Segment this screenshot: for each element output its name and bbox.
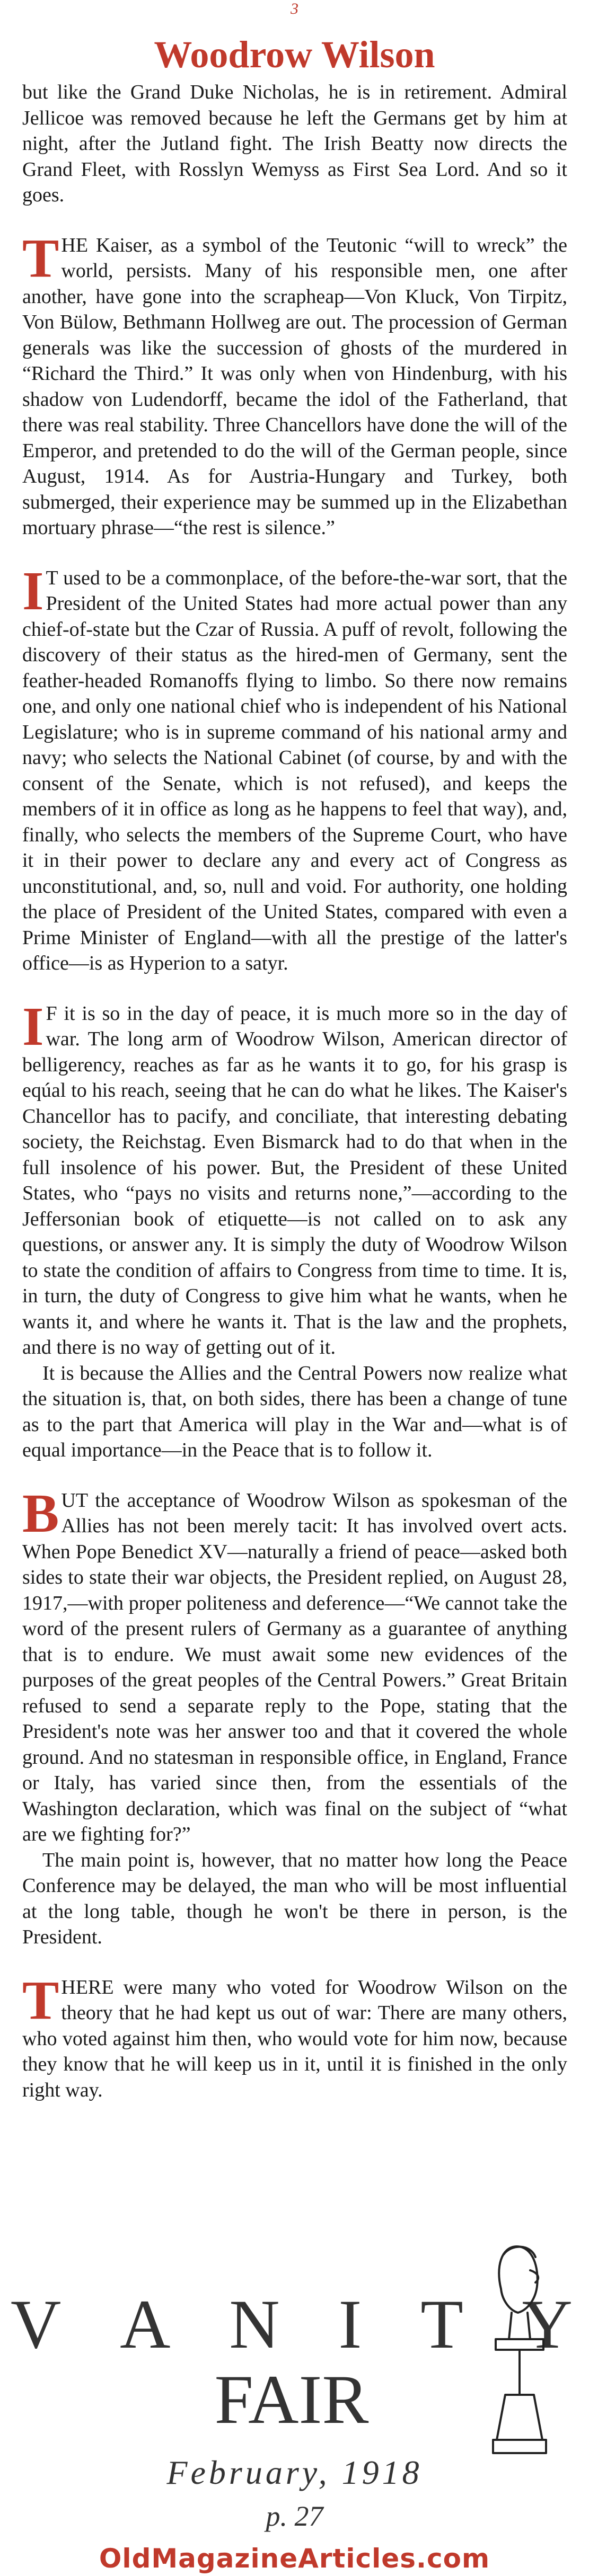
drop-cap: T: [22, 1969, 59, 2031]
paragraph-text: HE Kaiser, as a symbol of the Teutonic “will to wreck” the world, persists. Many of his responsible men, one after another, have gone into the scrapheap—Von Kluck, Von Tirpitz, Von Bülow, Bethmann Hollweg are out. The procession of German generals was like the succession of ghosts of the murdered in “Richard the Third.” It was only when von Hindenburg, with his shadow von Ludendorff, became the idol of the Fatherland, that there was real stability. Three Chancellors have done the will of the Emperor, and pretended to do the will of the German people, since August, 1914. As for Austria-Hungary and Turkey, both submerged, their experience may be summed up in the Elizabethan mortuary phrase—“the rest is silence.”: [22, 234, 567, 539]
masthead-letter: I: [338, 2285, 362, 2363]
masthead-letter: N: [229, 2285, 280, 2363]
issue-date: February, 1918: [166, 2454, 423, 2491]
bust-sketch-icon: [480, 2225, 559, 2458]
paragraph-text: F it is so in the day of peace, it is much more so in the day of war. The long arm of Woodrow Wilson, American director of belligerency, reaches as far as he wants it to go, for his grasp is eqúal to his reach, seeing that he can do what he likes. The Kaiser's Chancellor has to pacify, and conciliate, that interesting debating society, the Reichstag. Even Bismarck had to do that when in the full insolence of his power. But, the President of these United States, who “pays no visits and returns none,”—according to the Jeffersonian book of etiquette—is not called on to ask any questions, or answer any. It is simply the duty of Woodrow Wilson to state the condition of affairs to Congress from time to time. It is, in turn, the duty of Congress to give him what he wants, when he wants it, and where he wants it. That is the law and the prophets, and there is no way of getting out of it.: [22, 1002, 567, 1358]
paragraph: [22, 227, 567, 541]
drop-cap: T: [22, 227, 59, 289]
paragraph-text: It is because the Allies and the Central Powers now realize what the situation is, that, on both sides, there has been a change of tune as to the part that America will play in the War and—what is of equal importance—in the Peace that is to follow it.: [22, 1362, 567, 1461]
masthead-fair: FAIR: [214, 2360, 369, 2438]
paragraph-text: UT the acceptance of Woodrow Wilson as spokesman of the Allies has not been merely tacit: It has involved overt acts. When Pope Benedict XV—naturally a friend of peace—asked both sides to state their war objects, the President replied, on August 28, 1917,—with proper politeness and deference—“We cannot take the word of the present rulers of Germany as a guarantee of anything that is to endure. We must await some new evidences of the purposes of the great peoples of the Central Powers.” Great Britain refused to send a separate reply to the Pope, stating that the President's note was her answer too and that it covered the whole ground. And no statesman in responsible office, in England, France or Italy, has varied since then, from the essentials of the Washington declaration, which was final on the subject of “what are we fighting for?”: [22, 1489, 567, 1845]
paragraph-text: The main point is, however, that no matter how long the Peace Conference may be delayed, the man who will be most influential at the long table, though he won't be there in person, is the President.: [22, 1849, 567, 1948]
paragraph: [22, 996, 567, 1361]
drop-cap: I: [22, 996, 44, 1057]
paragraph: [22, 560, 567, 976]
paragraph: [22, 1482, 567, 1847]
paragraph: [22, 79, 567, 208]
masthead-letter: A: [120, 2285, 171, 2363]
paragraph-text: T used to be a commonplace, of the before-the-war sort, that the President of the United States had more actual power than any chief-of-state but the Czar of Russia. A puff of revolt, following the discovery of their status as the hired-men of Germany, sent the feather-headed Romanoffs flying to limbo. So there now remains one, and only one national chief who is independent of his National Legislature; who is in supreme command of his national army and navy; who selects the National Cabinet (of course, by and with the consent of the Senate, which is not refused), and keeps the members of it in office as long as he happens to feel that way), and, finally, who selects the members of the Supreme Court, who have it in their power to declare any and every act of Congress as unconstitutional, and, so, null and void. For authority, one holding the place of President of the United States, compared with even a Prime Minister of England—with all the prestige of the latter's office—is as Hyperion to a satyr.: [22, 566, 567, 974]
drop-cap: I: [22, 560, 44, 621]
drop-cap: B: [22, 1482, 59, 1544]
paragraph-text: but like the Grand Duke Nicholas, he is in retirement. Admiral Jellicoe was removed because he left the Germans get by him at night, after the Jutland fight. The Irish Beatty now directs the Grand Fleet, with Rosslyn Wemyss as First Sea Lord. And so it goes.: [22, 81, 567, 206]
paragraph: [22, 1969, 567, 2103]
issue-page: p. 27: [266, 2500, 323, 2532]
article-body: [22, 79, 567, 2103]
article-title: Woodrow Wilson: [154, 33, 435, 76]
page-number: 3: [291, 0, 298, 17]
masthead-letter: Y: [522, 2285, 573, 2363]
paragraph: [22, 1847, 567, 1950]
paragraph-text: HERE were many who voted for Woodrow Wilson on the theory that he had kept us out of war: There are many others, who voted against him then, who would vote for him now, because they know that he will keep us in it, until it is finished in the only right way.: [22, 1976, 567, 2101]
masthead-letter: V: [11, 2285, 61, 2363]
site-watermark: OldMagazineArticles.com: [99, 2543, 490, 2574]
paragraph: [22, 1361, 567, 1463]
masthead-letter: T: [420, 2285, 463, 2363]
